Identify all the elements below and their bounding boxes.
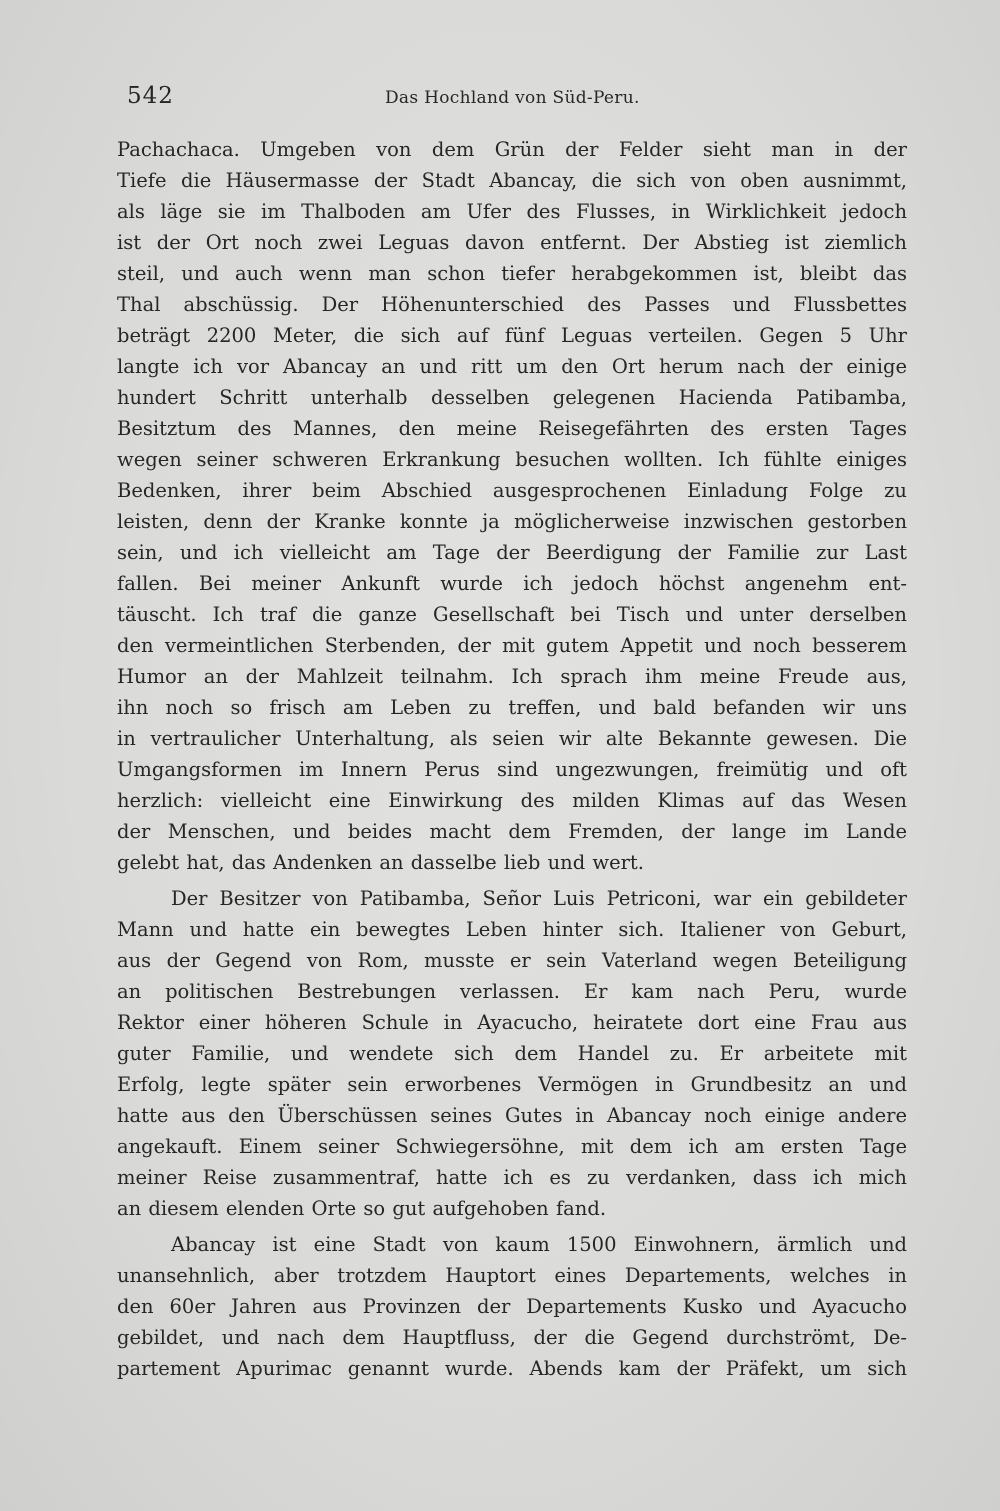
text-line: Mann und hatte ein bewegtes Leben hinter sich. Italiener von Geburt, [117,918,907,941]
paragraph [117,134,907,878]
text-line: Erfolg, legte später sein erworbenes Vermögen in Grundbesitz an und [117,1073,907,1096]
text-line: Umgangsformen im Innern Perus sind ungezwungen, freimütig und oft [117,758,907,781]
text-line: Besitztum des Mannes, den meine Reisegefährten des ersten Tages [117,417,907,440]
text-line: Tiefe die Häusermasse der Stadt Abancay, die sich von oben ausnimmt, [117,169,907,192]
text-line: hundert Schritt unterhalb desselben gelegenen Hacienda Patibamba, [117,386,907,409]
text-line: unansehnlich, aber trotzdem Hauptort eines Departements, welches in [117,1264,907,1287]
text-line: herzlich: vielleicht eine Einwirkung des milden Klimas auf das Wesen [117,789,907,812]
text-line: Pachachaca. Umgeben von dem Grün der Felder sieht man in der [117,138,907,161]
text-line: den 60er Jahren aus Provinzen der Departements Kusko und Ayacucho [117,1295,907,1318]
text-line: den vermeintlichen Sterbenden, der mit gutem Appetit und noch besserem [117,634,907,657]
text-line: steil, und auch wenn man schon tiefer herabgekommen ist, bleibt das [117,262,907,285]
text-line: guter Familie, und wendete sich dem Handel zu. Er arbeitete mit [117,1042,907,1065]
text-line: Abancay ist eine Stadt von kaum 1500 Einwohnern, ärmlich und [171,1233,907,1256]
paragraph [117,883,907,1224]
text-line: täuscht. Ich traf die ganze Gesellschaft bei Tisch und unter derselben [117,603,907,626]
text-line: meiner Reise zusammentraf, hatte ich es zu verdanken, dass ich mich [117,1166,907,1189]
text-line: Thal abschüssig. Der Höhenunterschied des Passes und Flussbettes [117,293,907,316]
text-line: beträgt 2200 Meter, die sich auf fünf Leguas verteilen. Gegen 5 Uhr [117,324,907,347]
text-line: an politischen Bestrebungen verlassen. Er kam nach Peru, wurde [117,980,907,1003]
text-line: gelebt hat, das Andenken an dasselbe lieb und wert. [117,851,644,874]
text-line: als läge sie im Thalboden am Ufer des Flusses, in Wirklichkeit jedoch [117,200,907,223]
text-line: Bedenken, ihrer beim Abschied ausgesprochenen Einladung Folge zu [117,479,907,502]
text-line: Der Besitzer von Patibamba, Señor Luis Petriconi, war ein gebildeter [171,887,907,910]
page-header [127,83,897,117]
text-line: aus der Gegend von Rom, musste er sein Vaterland wegen Beteiligung [117,949,907,972]
text-line: Rektor einer höheren Schule in Ayacucho, heiratete dort eine Frau aus [117,1011,907,1034]
text-line: partement Apurimac genannt wurde. Abends kam der Präfekt, um sich [117,1357,907,1380]
text-line: angekauft. Einem seiner Schwiegersöhne, mit dem ich am ersten Tage [117,1135,907,1158]
text-line: Humor an der Mahlzeit teilnahm. Ich sprach ihm meine Freude aus, [117,665,907,688]
page-number: 542 [127,83,174,109]
text-line: in vertraulicher Unterhaltung, als seien wir alte Bekannte gewesen. Die [117,727,907,750]
text-line: an diesem elenden Orte so gut aufgehoben fand. [117,1197,607,1220]
text-line: hatte aus den Überschüssen seines Gutes in Abancay noch einige andere [117,1104,907,1127]
paragraph [117,1229,907,1384]
text-line: ihn noch so frisch am Leben zu treffen, und bald befanden wir uns [117,696,907,719]
text-line: langte ich vor Abancay an und ritt um den Ort herum nach der einige [117,355,907,378]
text-line: leisten, denn der Kranke konnte ja möglicherweise inzwischen gestorben [117,510,907,533]
text-line: ist der Ort noch zwei Leguas davon entfernt. Der Abstieg ist ziemlich [117,231,907,254]
text-line: fallen. Bei meiner Ankunft wurde ich jedoch höchst angenehm ent- [117,572,907,595]
text-line: der Menschen, und beides macht dem Fremden, der lange im Lande [117,820,907,843]
text-line: sein, und ich vielleicht am Tage der Beerdigung der Familie zur Last [117,541,907,564]
text-line: wegen seiner schweren Erkrankung besuchen wollten. Ich fühlte einiges [117,448,907,471]
body-text [117,134,907,1384]
running-title: Das Hochland von Süd-Peru. [385,88,640,108]
text-line: gebildet, und nach dem Hauptfluss, der die Gegend durchströmt, De- [117,1326,907,1349]
